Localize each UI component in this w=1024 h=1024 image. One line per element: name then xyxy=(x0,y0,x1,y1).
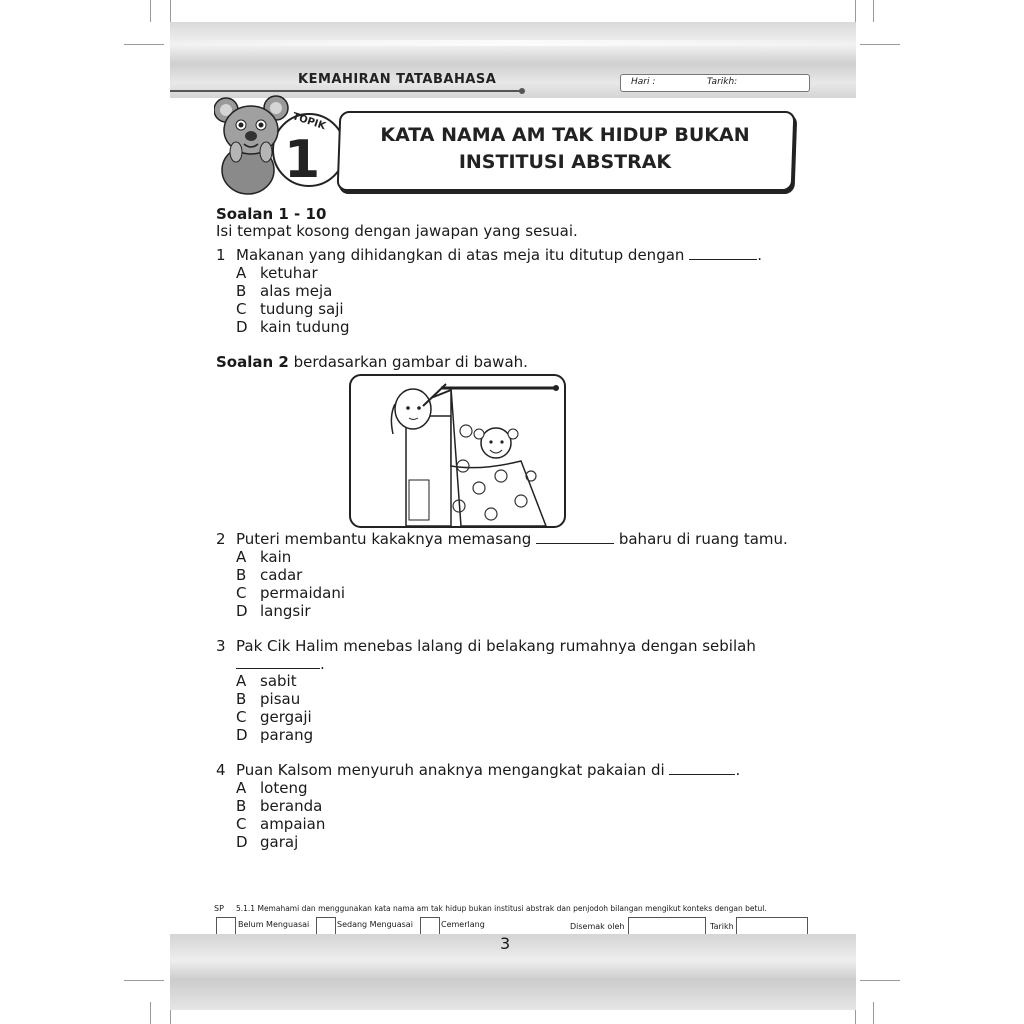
topic-title-line-2: INSTITUSI ABSTRAK xyxy=(458,151,672,173)
level-label-cemerlang: Cemerlang xyxy=(441,920,485,929)
question-stem: Puan Kalsom menyuruh anaknya mengangkat pakaian di xyxy=(236,761,665,779)
question-number: 2 xyxy=(216,530,226,548)
crop-mark xyxy=(855,0,856,22)
answer-blank[interactable] xyxy=(689,247,757,260)
option-letter: C xyxy=(236,300,247,318)
option-letter: D xyxy=(236,833,248,851)
checked-by-label: Disemak oleh xyxy=(570,922,625,931)
option-letter: C xyxy=(236,708,247,726)
option-letter: B xyxy=(236,690,247,708)
option-letter: C xyxy=(236,584,247,602)
day-date-field[interactable] xyxy=(620,74,810,92)
date-label: Tarikh: xyxy=(707,77,738,87)
crop-mark xyxy=(170,0,171,22)
option-text[interactable]: beranda xyxy=(260,797,323,815)
answer-blank[interactable] xyxy=(536,531,614,544)
option-text[interactable]: pisau xyxy=(260,690,301,708)
option-text[interactable]: langsir xyxy=(260,602,311,620)
footer-date-field[interactable] xyxy=(736,917,808,935)
topic-number: 1 xyxy=(284,130,321,190)
crop-mark xyxy=(873,0,874,22)
level-checkbox-belum[interactable] xyxy=(216,917,236,935)
question-stem-end: baharu di ruang tamu. xyxy=(618,530,788,548)
option-letter: B xyxy=(236,282,247,300)
option-letter: D xyxy=(236,602,248,620)
question-range-label: Soalan 1 - 10 xyxy=(216,205,327,223)
option-text[interactable]: loteng xyxy=(260,779,308,797)
koala-mascot-icon xyxy=(214,92,344,197)
footer-band xyxy=(170,934,856,1010)
option-text[interactable]: permaidani xyxy=(260,584,346,602)
crop-mark xyxy=(873,1002,874,1024)
answer-blank[interactable] xyxy=(236,656,320,669)
day-label: Hari : xyxy=(631,77,656,87)
footer-date-label: Tarikh xyxy=(710,922,734,931)
checked-by-field[interactable] xyxy=(628,917,706,935)
option-letter: C xyxy=(236,815,247,833)
picture-instruction-bold: Soalan 2 xyxy=(216,353,289,371)
section-title: KEMAHIRAN TATABAHASA xyxy=(298,72,497,87)
picture-instruction-rest: berdasarkan gambar di bawah. xyxy=(288,353,528,371)
crop-mark xyxy=(124,980,164,981)
question-stem-end: . xyxy=(757,246,762,264)
crop-mark xyxy=(855,1010,856,1024)
crop-mark xyxy=(150,1002,151,1024)
level-checkbox-cemerlang[interactable] xyxy=(420,917,440,935)
question-stem: Puteri membantu kakaknya memasang xyxy=(236,530,532,548)
answer-blank[interactable] xyxy=(669,762,735,775)
topic-title-line-1: KATA NAMA AM TAK HIDUP BUKAN xyxy=(380,124,750,146)
option-letter: A xyxy=(236,672,247,690)
crop-mark xyxy=(860,44,900,45)
question-number: 3 xyxy=(216,637,226,655)
option-text[interactable]: sabit xyxy=(260,672,297,690)
question-text xyxy=(236,761,740,779)
page-number: 3 xyxy=(500,934,511,953)
option-letter: A xyxy=(236,264,247,282)
sp-label: SP xyxy=(214,904,224,913)
level-checkbox-sedang[interactable] xyxy=(316,917,336,935)
level-label-belum: Belum Menguasai xyxy=(238,920,310,929)
curtain-illustration xyxy=(349,374,566,528)
option-letter: D xyxy=(236,318,248,336)
option-text[interactable]: ketuhar xyxy=(260,264,318,282)
option-letter: A xyxy=(236,548,247,566)
topic-label: TOPIK xyxy=(290,111,327,133)
option-letter: B xyxy=(236,566,247,584)
question-number: 4 xyxy=(216,761,226,779)
topic-title xyxy=(345,122,785,176)
crop-mark xyxy=(860,980,900,981)
level-label-sedang: Sedang Menguasai xyxy=(337,920,413,929)
option-letter: D xyxy=(236,726,248,744)
option-text[interactable]: garaj xyxy=(260,833,299,851)
crop-mark xyxy=(150,0,151,22)
sp-standard-text: 5.1.1 Memahami dan menggunakan kata nama am tak hidup bukan institusi abstrak dan penjodoh bilangan mengikut konteks dengan betul. xyxy=(236,904,767,913)
instruction-text: Isi tempat kosong dengan jawapan yang sesuai. xyxy=(216,222,578,240)
option-text[interactable]: cadar xyxy=(260,566,303,584)
question-stem: Makanan yang dihidangkan di atas meja itu ditutup dengan xyxy=(236,246,685,264)
question-stem-end: . xyxy=(320,655,325,673)
picture-instruction xyxy=(216,353,528,371)
option-text[interactable]: gergaji xyxy=(260,708,312,726)
option-letter: A xyxy=(236,779,247,797)
option-text[interactable]: parang xyxy=(260,726,314,744)
question-stem-end: . xyxy=(735,761,741,779)
option-letter: B xyxy=(236,797,247,815)
question-stem: Pak Cik Halim menebas lalang di belakang rumahnya dengan sebilah xyxy=(236,637,756,655)
crop-mark xyxy=(124,44,164,45)
option-text[interactable]: kain tudung xyxy=(260,318,350,336)
question-text xyxy=(236,246,762,264)
option-text[interactable]: kain xyxy=(260,548,292,566)
crop-mark xyxy=(170,1010,171,1024)
option-text[interactable]: alas meja xyxy=(260,282,333,300)
option-text[interactable]: ampaian xyxy=(260,815,326,833)
header-rule-dot xyxy=(519,88,525,94)
question-text xyxy=(236,530,788,548)
option-text[interactable]: tudung saji xyxy=(260,300,344,318)
question-number: 1 xyxy=(216,246,226,264)
girls-hanging-curtain-icon xyxy=(351,376,564,526)
question-text-line-2 xyxy=(236,655,325,673)
